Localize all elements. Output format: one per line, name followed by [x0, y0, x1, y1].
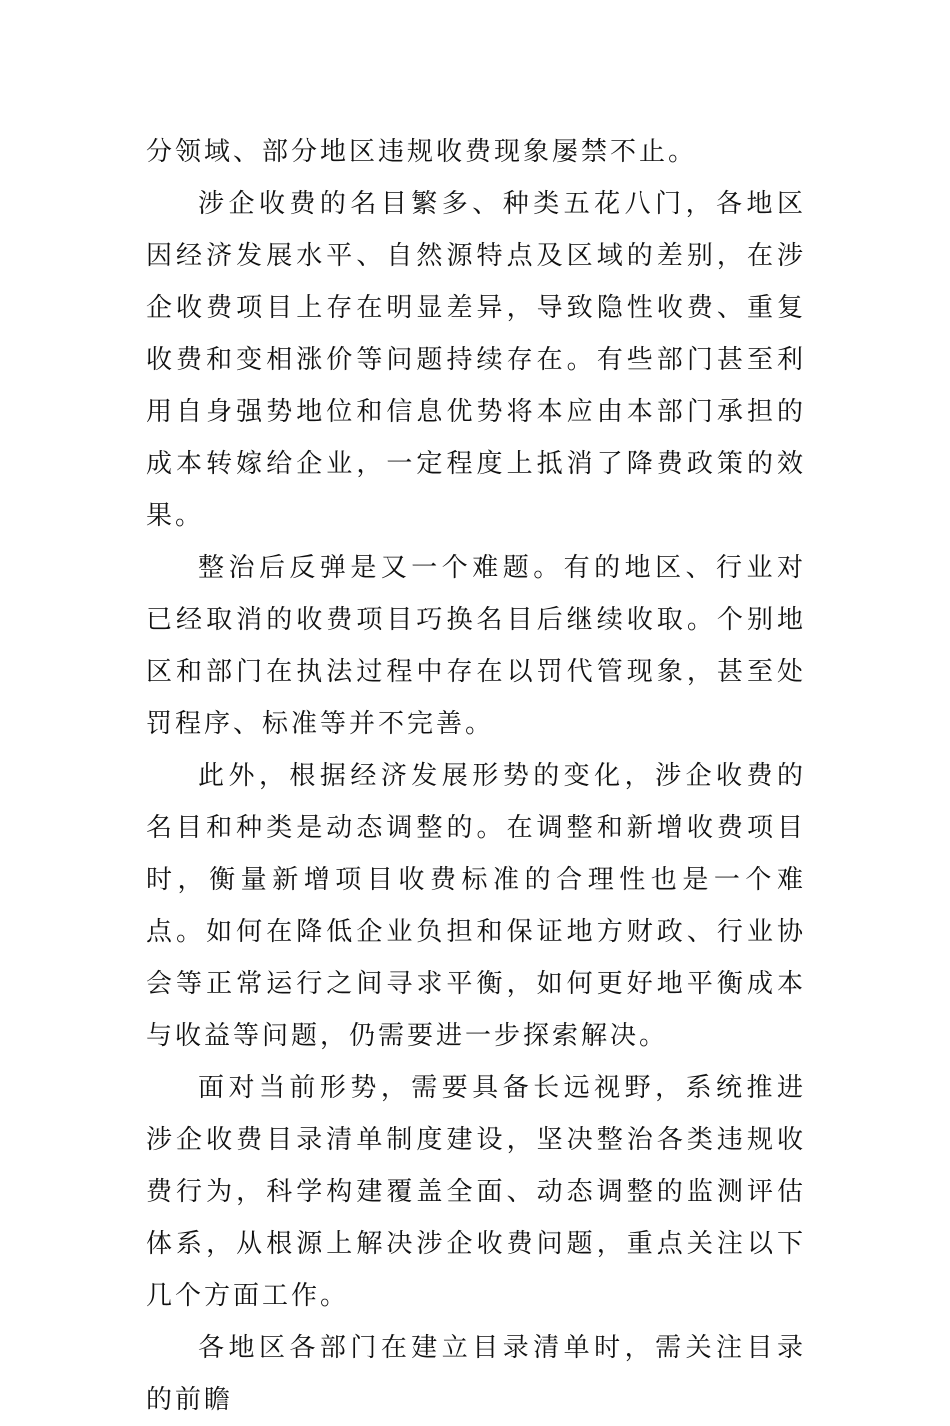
document-body [146, 126, 806, 1426]
paragraph-4: 此外，根据经济发展形势的变化，涉企收费的名目和种类是动态调整的。在调整和新增收费项目时，衡量新增项目收费标准的合理性也是一个难点。如何在降低企业负担和保证地方财政、行业协会等正常运行之间寻求平衡，如何更好地平衡成本与收益等问题，仍需要进一步探索解决。 [146, 761, 806, 1051]
paragraph-1: 分领域、部分地区违规收费现象屡禁不止。 [146, 137, 698, 167]
paragraph-2: 涉企收费的名目繁多、种类五花八门，各地区因经济发展水平、自然源特点及区域的差别，在涉企收费项目上存在明显差异，导致隐性收费、重复收费和变相涨价等问题持续存在。有些部门甚至利用自身强势地位和信息优势将本应由本部门承担的成本转嫁给企业，一定程度上抵消了降费政策的效果。 [146, 189, 806, 531]
paragraph-6: 各地区各部门在建立目录清单时，需关注目录的前瞻 [146, 1333, 806, 1415]
paragraph-3: 整治后反弹是又一个难题。有的地区、行业对已经取消的收费项目巧换名目后继续收取。个别地区和部门在执法过程中存在以罚代管现象，甚至处罚程序、标准等并不完善。 [146, 553, 806, 739]
paragraph-5: 面对当前形势，需要具备长远视野，系统推进涉企收费目录清单制度建设，坚决整治各类违规收费行为，科学构建覆盖全面、动态调整的监测评估体系，从根源上解决涉企收费问题，重点关注以下几个方面工作。 [146, 1073, 806, 1311]
